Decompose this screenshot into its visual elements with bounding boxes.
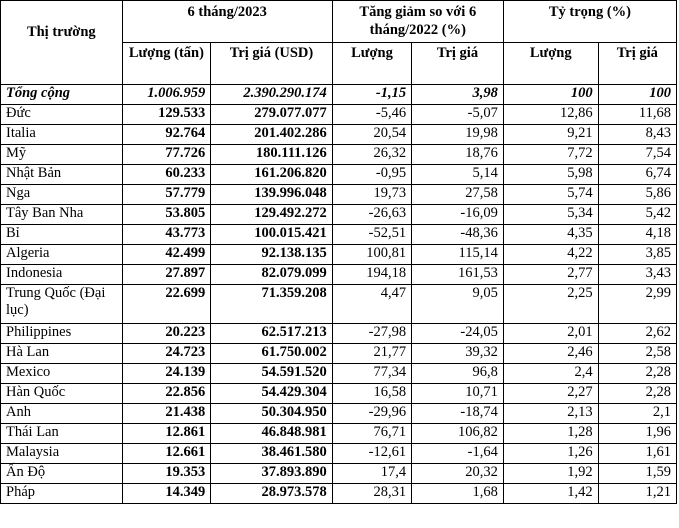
- value-change-cell: 115,14: [412, 245, 504, 265]
- value-cell: 279.077.077: [211, 105, 333, 125]
- value-change-cell: 10,71: [412, 384, 504, 404]
- market-name-cell: Ấn Độ: [1, 464, 123, 484]
- market-name-cell: Đức: [1, 105, 123, 125]
- volume-cell: 24.139: [122, 364, 211, 384]
- table-body: [1, 85, 677, 504]
- volume-cell: 77.726: [122, 145, 211, 165]
- value-change-cell: -48,36: [412, 225, 504, 245]
- volume-change-cell: -5,46: [332, 105, 411, 125]
- value-usd-header: Trị giá (USD): [211, 43, 333, 85]
- value-cell: 37.893.890: [211, 464, 333, 484]
- market-name-cell: Malaysia: [1, 444, 123, 464]
- value-change-cell: -18,74: [412, 404, 504, 424]
- market-name-cell: Philippines: [1, 324, 123, 344]
- value-cell: 180.111.126: [211, 145, 333, 165]
- volume-change-cell: 20,54: [332, 125, 411, 145]
- market-name-cell: Mỹ: [1, 145, 123, 165]
- volume-change-cell: 4,47: [332, 285, 411, 324]
- value-share-cell: 5,86: [598, 185, 676, 205]
- volume-change-cell: 100,81: [332, 245, 411, 265]
- value-share-cell: 2,28: [598, 364, 676, 384]
- volume-cell: 20.223: [122, 324, 211, 344]
- total-value: 2.390.290.174: [211, 85, 333, 105]
- market-name-cell: Tây Ban Nha: [1, 205, 123, 225]
- volume-share-cell: 2,25: [503, 285, 598, 324]
- value-share-cell: 6,74: [598, 165, 676, 185]
- volume-cell: 12.661: [122, 444, 211, 464]
- table-row: [1, 404, 677, 424]
- total-volume-change: -1,15: [332, 85, 411, 105]
- volume-change-cell: 26,32: [332, 145, 411, 165]
- volume-cell: 60.233: [122, 165, 211, 185]
- volume-share-cell: 1,42: [503, 484, 598, 504]
- value-share-cell: 3,85: [598, 245, 676, 265]
- value-share-header: Trị giá: [598, 43, 676, 85]
- volume-change-header: Lượng: [332, 43, 411, 85]
- value-share-cell: 2,1: [598, 404, 676, 424]
- volume-change-cell: 194,18: [332, 265, 411, 285]
- table-row: [1, 105, 677, 125]
- volume-cell: 12.861: [122, 424, 211, 444]
- volume-cell: 22.699: [122, 285, 211, 324]
- value-change-cell: 161,53: [412, 265, 504, 285]
- value-cell: 100.015.421: [211, 225, 333, 245]
- value-change-cell: 9,05: [412, 285, 504, 324]
- value-change-cell: 1,68: [412, 484, 504, 504]
- total-volume: 1.006.959: [122, 85, 211, 105]
- value-change-cell: 39,32: [412, 344, 504, 364]
- table-row: [1, 265, 677, 285]
- value-change-cell: 96,8: [412, 364, 504, 384]
- volume-change-cell: 28,31: [332, 484, 411, 504]
- volume-cell: 42.499: [122, 245, 211, 265]
- value-change-cell: 19,98: [412, 125, 504, 145]
- market-name-cell: Nhật Bản: [1, 165, 123, 185]
- value-change-cell: -5,07: [412, 105, 504, 125]
- value-cell: 129.492.272: [211, 205, 333, 225]
- table-row: [1, 464, 677, 484]
- period-header: 6 tháng/2023: [122, 1, 332, 43]
- share-header: Tỷ trọng (%): [503, 1, 676, 43]
- table-row: [1, 344, 677, 364]
- value-share-cell: 1,61: [598, 444, 676, 464]
- volume-share-cell: 1,26: [503, 444, 598, 464]
- value-share-cell: 1,21: [598, 484, 676, 504]
- table-row: [1, 285, 677, 324]
- value-share-cell: 1,59: [598, 464, 676, 484]
- table-row: [1, 245, 677, 265]
- market-name-cell: Indonesia: [1, 265, 123, 285]
- value-cell: 28.973.578: [211, 484, 333, 504]
- volume-cell: 19.353: [122, 464, 211, 484]
- volume-cell: 22.856: [122, 384, 211, 404]
- volume-change-cell: -52,51: [332, 225, 411, 245]
- market-name-cell: Bỉ: [1, 225, 123, 245]
- volume-share-cell: 5,34: [503, 205, 598, 225]
- volume-cell: 27.897: [122, 265, 211, 285]
- table-row: [1, 125, 677, 145]
- table-row: [1, 165, 677, 185]
- value-cell: 161.206.820: [211, 165, 333, 185]
- value-cell: 38.461.580: [211, 444, 333, 464]
- value-change-cell: -24,05: [412, 324, 504, 344]
- volume-change-cell: 76,71: [332, 424, 411, 444]
- total-volume-share: 100: [503, 85, 598, 105]
- value-change-header: Trị giá: [412, 43, 504, 85]
- value-cell: 50.304.950: [211, 404, 333, 424]
- total-label: Tổng cộng: [1, 85, 123, 105]
- value-share-cell: 4,18: [598, 225, 676, 245]
- volume-share-cell: 1,28: [503, 424, 598, 444]
- market-name-cell: Mexico: [1, 364, 123, 384]
- volume-change-cell: -26,63: [332, 205, 411, 225]
- volume-share-cell: 2,77: [503, 265, 598, 285]
- market-name-cell: Anh: [1, 404, 123, 424]
- volume-share-cell: 2,4: [503, 364, 598, 384]
- value-cell: 46.848.981: [211, 424, 333, 444]
- volume-cell: 57.779: [122, 185, 211, 205]
- volume-cell: 21.438: [122, 404, 211, 424]
- volume-change-cell: 16,58: [332, 384, 411, 404]
- volume-share-cell: 5,74: [503, 185, 598, 205]
- value-cell: 201.402.286: [211, 125, 333, 145]
- volume-change-cell: 17,4: [332, 464, 411, 484]
- table-row: [1, 484, 677, 504]
- market-name-cell: Hà Lan: [1, 344, 123, 364]
- value-change-cell: 18,76: [412, 145, 504, 165]
- value-share-cell: 5,42: [598, 205, 676, 225]
- market-name-cell: Trung Quốc (Đại lục): [1, 285, 123, 324]
- volume-share-cell: 5,98: [503, 165, 598, 185]
- value-share-cell: 7,54: [598, 145, 676, 165]
- volume-change-cell: 19,73: [332, 185, 411, 205]
- volume-share-cell: 2,13: [503, 404, 598, 424]
- volume-share-cell: 9,21: [503, 125, 598, 145]
- volume-share-cell: 7,72: [503, 145, 598, 165]
- value-change-cell: 106,82: [412, 424, 504, 444]
- value-cell: 62.517.213: [211, 324, 333, 344]
- value-cell: 139.996.048: [211, 185, 333, 205]
- table-row: [1, 364, 677, 384]
- table-row: [1, 205, 677, 225]
- value-change-cell: 20,32: [412, 464, 504, 484]
- market-name-cell: Nga: [1, 185, 123, 205]
- value-share-cell: 11,68: [598, 105, 676, 125]
- volume-cell: 129.533: [122, 105, 211, 125]
- volume-share-cell: 4,22: [503, 245, 598, 265]
- volume-cell: 43.773: [122, 225, 211, 245]
- table-row: [1, 424, 677, 444]
- volume-change-cell: 21,77: [332, 344, 411, 364]
- volume-share-cell: 1,92: [503, 464, 598, 484]
- value-share-cell: 2,99: [598, 285, 676, 324]
- value-share-cell: 1,96: [598, 424, 676, 444]
- header-row-1: [1, 1, 677, 43]
- volume-share-cell: 4,35: [503, 225, 598, 245]
- volume-cell: 92.764: [122, 125, 211, 145]
- volume-cell: 53.805: [122, 205, 211, 225]
- market-name-cell: Algeria: [1, 245, 123, 265]
- table-row: [1, 145, 677, 165]
- volume-cell: 14.349: [122, 484, 211, 504]
- table-row: [1, 225, 677, 245]
- volume-change-cell: 77,34: [332, 364, 411, 384]
- value-change-cell: 5,14: [412, 165, 504, 185]
- value-share-cell: 2,62: [598, 324, 676, 344]
- volume-share-cell: 12,86: [503, 105, 598, 125]
- value-change-cell: 27,58: [412, 185, 504, 205]
- volume-share-cell: 2,27: [503, 384, 598, 404]
- volume-change-cell: -27,98: [332, 324, 411, 344]
- value-cell: 54.429.304: [211, 384, 333, 404]
- value-change-cell: -1,64: [412, 444, 504, 464]
- value-change-cell: -16,09: [412, 205, 504, 225]
- total-value-share: 100: [598, 85, 676, 105]
- market-name-cell: Italia: [1, 125, 123, 145]
- table-row: [1, 384, 677, 404]
- total-row: [1, 85, 677, 105]
- table-row: [1, 324, 677, 344]
- market-header: Thị trường: [1, 1, 123, 85]
- value-share-cell: 2,58: [598, 344, 676, 364]
- value-cell: 61.750.002: [211, 344, 333, 364]
- value-share-cell: 3,43: [598, 265, 676, 285]
- volume-share-header: Lượng: [503, 43, 598, 85]
- market-name-cell: Hàn Quốc: [1, 384, 123, 404]
- table-row: [1, 444, 677, 464]
- volume-change-cell: -0,95: [332, 165, 411, 185]
- volume-change-cell: -29,96: [332, 404, 411, 424]
- volume-share-cell: 2,46: [503, 344, 598, 364]
- value-cell: 92.138.135: [211, 245, 333, 265]
- total-value-change: 3,98: [412, 85, 504, 105]
- market-name-cell: Pháp: [1, 484, 123, 504]
- value-cell: 71.359.208: [211, 285, 333, 324]
- table-row: [1, 185, 677, 205]
- value-share-cell: 8,43: [598, 125, 676, 145]
- volume-cell: 24.723: [122, 344, 211, 364]
- value-cell: 82.079.099: [211, 265, 333, 285]
- value-share-cell: 2,28: [598, 384, 676, 404]
- volume-change-cell: -12,61: [332, 444, 411, 464]
- volume-share-cell: 2,01: [503, 324, 598, 344]
- change-header: Tăng giảm so với 6 tháng/2022 (%): [332, 1, 503, 43]
- market-name-cell: Thái Lan: [1, 424, 123, 444]
- value-cell: 54.591.520: [211, 364, 333, 384]
- volume-ton-header: Lượng (tấn): [122, 43, 211, 85]
